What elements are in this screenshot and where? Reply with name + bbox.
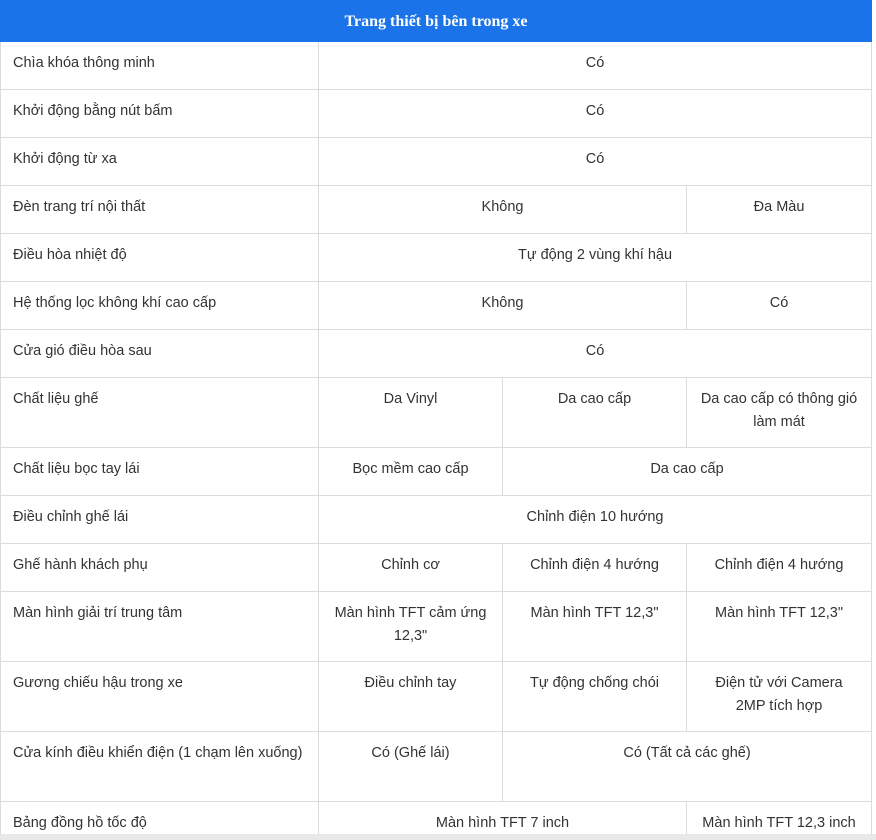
table-row xyxy=(1,234,872,282)
table-row xyxy=(1,330,872,378)
row-label: Điều hòa nhiệt độ xyxy=(1,234,319,282)
row-value: Chỉnh điện 10 hướng xyxy=(319,496,872,544)
row-value: Tự động chống chói xyxy=(503,662,687,732)
row-value: Điện tử với Camera 2MP tích hợp xyxy=(687,662,872,732)
row-value: Chỉnh điện 4 hướng xyxy=(503,544,687,592)
table-row xyxy=(1,662,872,732)
row-value: Có xyxy=(319,138,872,186)
table-row xyxy=(1,282,872,330)
row-value: Chỉnh điện 4 hướng xyxy=(687,544,872,592)
row-value: Tự động 2 vùng khí hậu xyxy=(319,234,872,282)
row-value: Da cao cấp xyxy=(503,448,872,496)
row-label: Gương chiếu hậu trong xe xyxy=(1,662,319,732)
row-value: Màn hình TFT cảm ứng 12,3" xyxy=(319,592,503,662)
table-row xyxy=(1,732,872,802)
row-value: Màn hình TFT 12,3" xyxy=(503,592,687,662)
table-row xyxy=(1,544,872,592)
table-row xyxy=(1,90,872,138)
page-bottom-strip xyxy=(0,834,876,840)
row-label: Ghế hành khách phụ xyxy=(1,544,319,592)
row-label: Khởi động bằng nút bấm xyxy=(1,90,319,138)
table-row xyxy=(1,42,872,90)
row-value: Da Vinyl xyxy=(319,378,503,448)
row-label: Chất liệu bọc tay lái xyxy=(1,448,319,496)
table-header-row xyxy=(1,1,872,42)
row-value: Có xyxy=(319,90,872,138)
row-value: Có (Ghế lái) xyxy=(319,732,503,802)
table-row xyxy=(1,138,872,186)
row-value: Có xyxy=(319,330,872,378)
table-row xyxy=(1,448,872,496)
row-value: Bọc mềm cao cấp xyxy=(319,448,503,496)
row-value: Điều chỉnh tay xyxy=(319,662,503,732)
row-value: Màn hình TFT 12,3 inch xyxy=(687,802,872,840)
row-value: Không xyxy=(319,186,687,234)
row-label: Đèn trang trí nội thất xyxy=(1,186,319,234)
row-value: Có (Tất cả các ghế) xyxy=(503,732,872,802)
row-label: Hệ thống lọc không khí cao cấp xyxy=(1,282,319,330)
row-value: Da cao cấp có thông gió làm mát xyxy=(687,378,872,448)
table-row xyxy=(1,186,872,234)
row-label: Chất liệu ghế xyxy=(1,378,319,448)
row-label: Màn hình giải trí trung tâm xyxy=(1,592,319,662)
row-value: Có xyxy=(687,282,872,330)
row-value: Có xyxy=(319,42,872,90)
row-label: Điều chỉnh ghế lái xyxy=(1,496,319,544)
row-label: Khởi động từ xa xyxy=(1,138,319,186)
table-title: Trang thiết bị bên trong xe xyxy=(1,1,872,42)
table-row xyxy=(1,496,872,544)
table-row xyxy=(1,378,872,448)
row-value: Đa Màu xyxy=(687,186,872,234)
row-value: Chỉnh cơ xyxy=(319,544,503,592)
row-label: Chìa khóa thông minh xyxy=(1,42,319,90)
row-label: Bảng đồng hồ tốc độ xyxy=(1,802,319,840)
row-value: Màn hình TFT 12,3" xyxy=(687,592,872,662)
row-value: Màn hình TFT 7 inch xyxy=(319,802,687,840)
row-label: Cửa kính điều khiển điện (1 chạm lên xuống) xyxy=(1,732,319,802)
row-value: Không xyxy=(319,282,687,330)
row-label: Cửa gió điều hòa sau xyxy=(1,330,319,378)
table-row xyxy=(1,592,872,662)
row-value: Da cao cấp xyxy=(503,378,687,448)
